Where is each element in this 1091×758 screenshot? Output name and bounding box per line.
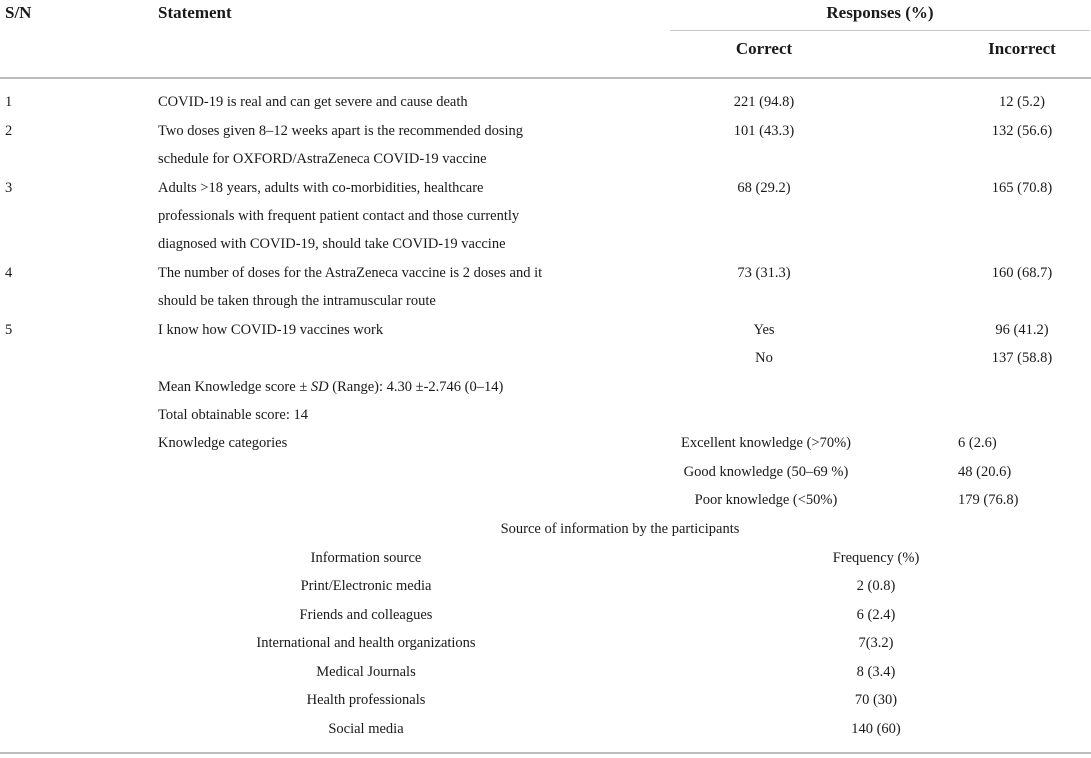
header-responses: Responses (%) [826, 3, 934, 22]
header-statement: Statement [158, 3, 232, 22]
source-freq: 8 (3.4) [856, 664, 896, 680]
source-name: Social media [328, 721, 404, 737]
source-freq: 6 (2.4) [856, 607, 896, 623]
row-statement-line: should be taken through the intramuscular route [158, 293, 436, 309]
row-no-value: 137 (58.8) [991, 350, 1053, 366]
row-yes-value: 96 (41.2) [995, 322, 1049, 338]
row-statement-line: I know how COVID-19 vaccines work [158, 322, 384, 338]
row-incorrect: 12 (5.2) [999, 94, 1045, 110]
category-value: 48 (20.6) [958, 464, 1012, 480]
row-statement-line: Two doses given 8–12 weeks apart is the recommended dosing [158, 123, 524, 139]
header-incorrect: Incorrect [988, 39, 1056, 58]
source-freq: 140 (60) [851, 721, 901, 737]
row-incorrect: 160 (68.7) [991, 265, 1053, 281]
row-statement-line: diagnosed with COVID-19, should take COVID-19 vaccine [158, 236, 506, 252]
row-incorrect: 165 (70.8) [991, 180, 1053, 196]
row-correct: 221 (94.8) [733, 94, 795, 110]
row-no-label: No [755, 350, 773, 366]
row-sn: 5 [5, 322, 13, 338]
category-label: Good knowledge (50–69 %) [683, 464, 849, 480]
header-rule [0, 77, 1091, 79]
row-yes-label: Yes [753, 322, 775, 338]
source-name: Friends and colleagues [299, 607, 433, 623]
total-obtainable-score: Total obtainable score: 14 [158, 407, 308, 423]
mean-suffix: (Range): 4.30 ±-2.746 (0–14) [328, 379, 504, 395]
category-label: Excellent knowledge (>70%) [680, 435, 852, 451]
row-statement-line: schedule for OXFORD/AstraZeneca COVID-19 vaccine [158, 151, 487, 167]
source-freq: 70 (30) [854, 692, 898, 708]
footer-rule [0, 752, 1091, 754]
source-freq: 7(3.2) [858, 635, 894, 651]
row-sn: 4 [5, 265, 13, 281]
row-sn: 2 [5, 123, 13, 139]
row-statement-line: The number of doses for the AstraZeneca vaccine is 2 doses and it [158, 265, 543, 281]
mean-knowledge-score [158, 377, 503, 397]
row-correct: 73 (31.3) [737, 265, 791, 281]
header-subrule [670, 30, 1090, 31]
row-statement-line: Adults >18 years, adults with co-morbidities, healthcare [158, 180, 484, 196]
sources-col-source: Information source [310, 550, 422, 566]
row-statement-line: professionals with frequent patient contact and those currently [158, 208, 520, 224]
category-value: 179 (76.8) [958, 492, 1019, 508]
row-incorrect: 132 (56.6) [991, 123, 1053, 139]
source-name: Medical Journals [316, 664, 416, 680]
row-sn: 3 [5, 180, 13, 196]
header-correct: Correct [735, 39, 793, 58]
mean-prefix: Mean Knowledge score ± [158, 379, 311, 395]
source-name: Print/Electronic media [300, 578, 432, 594]
source-name: International and health organizations [256, 635, 476, 651]
knowledge-categories-label: Knowledge categories [158, 435, 288, 451]
category-value: 6 (2.6) [958, 435, 997, 451]
header-sn: S/N [5, 3, 32, 22]
category-label: Poor knowledge (<50%) [694, 492, 838, 508]
source-name: Health professionals [306, 692, 426, 708]
sources-title: Source of information by the participants [500, 521, 740, 537]
source-freq: 2 (0.8) [856, 578, 896, 594]
row-correct: 68 (29.2) [737, 180, 791, 196]
row-statement-line: COVID-19 is real and can get severe and cause death [158, 94, 468, 110]
sources-col-freq: Frequency (%) [832, 550, 920, 566]
row-correct: 101 (43.3) [733, 123, 795, 139]
mean-sd: SD [310, 379, 329, 395]
row-sn: 1 [5, 94, 13, 110]
